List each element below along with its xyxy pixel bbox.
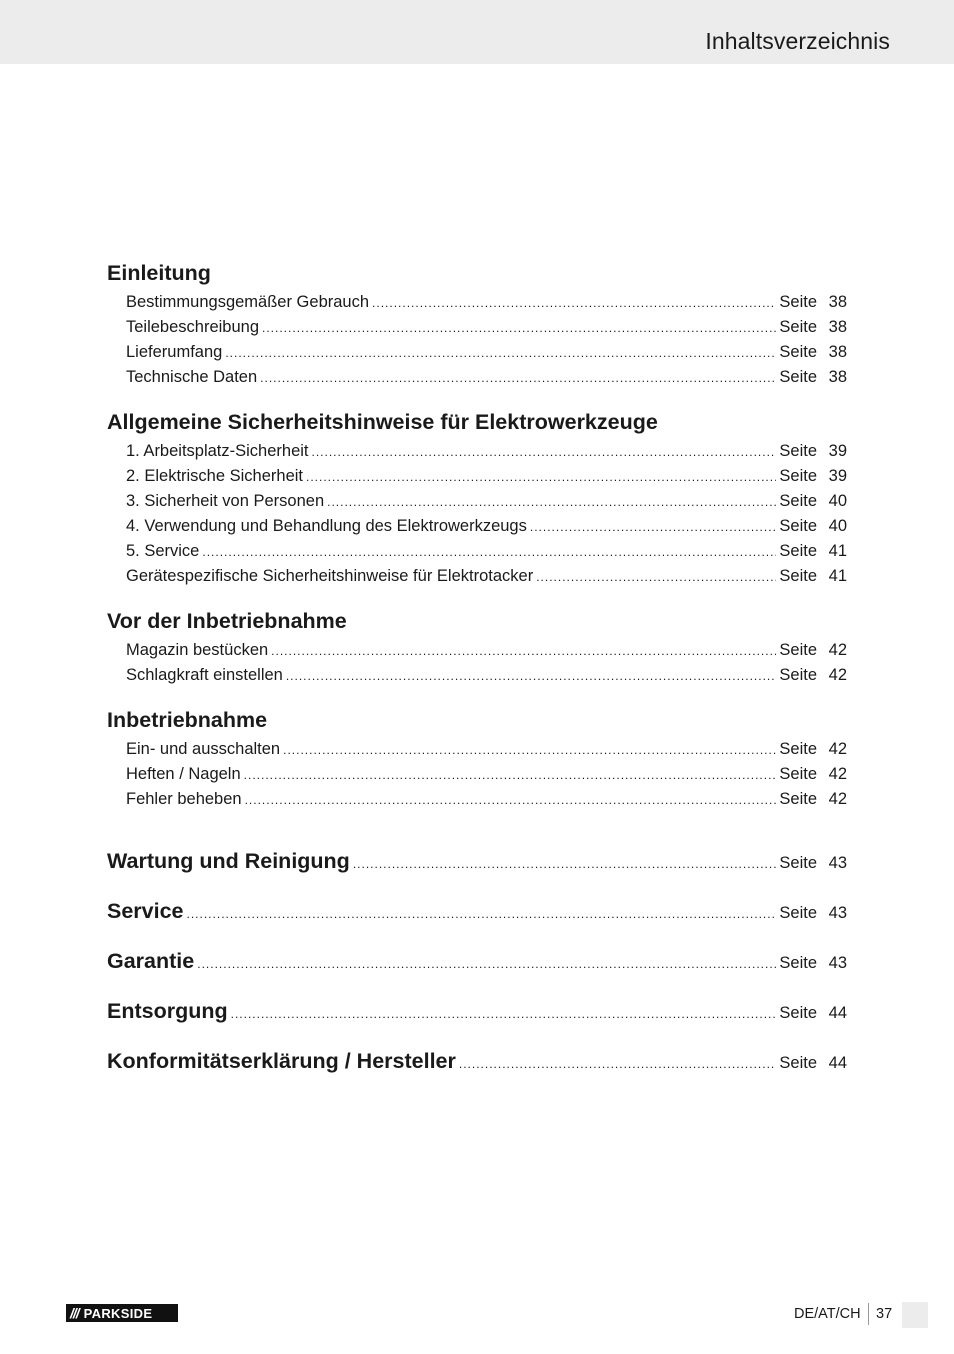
page-number: 38 [828,343,847,361]
toc-entry[interactable] [126,564,847,589]
section-heading: Allgemeine Sicherheitshinweise für Elektrowerkzeuge [107,410,658,434]
toc-section-vor-der-inbetriebnahme [107,604,847,688]
page-number: 43 [828,954,847,972]
toc-main-entry-label: Wartung und Reinigung [107,849,350,873]
footer-tab-box [902,1302,928,1328]
toc-main-entry-label: Konformitätserklärung / Hersteller [107,1049,456,1073]
toc-main-entry-konformitaet[interactable] [107,1036,847,1086]
toc-entry[interactable] [126,489,847,514]
toc-entry[interactable] [126,290,847,315]
toc-entry[interactable] [126,539,847,564]
logo-slashes: /// [70,1305,79,1321]
section-heading: Einleitung [107,261,211,285]
page-number: 39 [828,467,847,485]
toc-entry-label: Magazin bestücken [126,641,269,659]
dot-leader [286,664,777,689]
page-number: 44 [828,1054,847,1072]
dot-leader [459,1039,777,1089]
dot-leader [312,440,777,465]
toc-entry-label: Gerätespezifische Sicherheitshinweise für Elektrotacker [126,567,534,585]
toc-main-entry-entsorgung[interactable] [107,986,847,1036]
dot-leader [225,341,776,366]
seite-label: Seite [779,904,817,922]
toc-main-entry-service[interactable] [107,886,847,936]
toc-entry-label: Technische Daten [126,368,258,386]
seite-label: Seite [779,954,817,972]
toc-entry[interactable] [126,365,847,390]
dot-leader [306,465,776,490]
spacer [107,589,847,604]
toc-entry-label: Ein- und ausschalten [126,740,281,758]
dot-leader [372,291,776,316]
page-number: 41 [828,542,847,560]
toc-section-inbetriebnahme [107,703,847,812]
dot-leader [327,490,776,515]
seite-label: Seite [779,542,817,560]
seite-label: Seite [779,790,817,808]
toc-entry[interactable] [126,762,847,787]
toc-section-sicherheitshinweise [107,405,847,589]
seite-label: Seite [779,854,817,872]
seite-label: Seite [779,492,817,510]
toc-main-entry-wartung[interactable] [107,836,847,886]
seite-label: Seite [779,343,817,361]
dot-leader [353,839,777,889]
dot-leader [197,939,776,989]
page-number: 38 [828,293,847,311]
page-number: 43 [828,904,847,922]
toc-entry-label: 1. Arbeitsplatz-Sicherheit [126,442,309,460]
dot-leader [271,639,776,664]
page-number: 38 [828,318,847,336]
dot-leader [187,889,777,939]
seite-label: Seite [779,567,817,585]
dot-leader [530,515,777,540]
dot-leader [262,316,776,341]
toc-main-entry-label: Garantie [107,949,195,973]
toc-entry-label: Heften / Nageln [126,765,241,783]
toc-section-einleitung [107,256,847,390]
seite-label: Seite [779,368,817,386]
seite-label: Seite [779,318,817,336]
seite-label: Seite [779,467,817,485]
dot-leader [202,540,776,565]
toc-entry[interactable] [126,787,847,812]
dot-leader [260,366,776,391]
seite-label: Seite [779,666,817,684]
toc-entry[interactable] [126,514,847,539]
toc-entry-label: 4. Verwendung und Behandlung des Elektrowerkzeugs [126,517,527,535]
spacer [107,688,847,703]
page-number: 42 [828,740,847,758]
toc-entry[interactable] [126,315,847,340]
seite-label: Seite [779,740,817,758]
dot-leader [244,763,777,788]
footer-divider [868,1303,869,1325]
page-number: 44 [828,1004,847,1022]
page-number: 42 [828,641,847,659]
seite-label: Seite [779,765,817,783]
section-heading: Inbetriebnahme [107,708,268,732]
page-number: 42 [828,666,847,684]
seite-label: Seite [779,1054,817,1072]
dot-leader [536,565,776,590]
toc-entry[interactable] [126,340,847,365]
dot-leader [231,989,777,1039]
toc-entry[interactable] [126,638,847,663]
toc-main-entry-label: Service [107,899,184,923]
page-number: 40 [828,492,847,510]
toc-main-entry-label: Entsorgung [107,999,228,1023]
toc-entry-label: Teilebeschreibung [126,318,260,336]
toc-entry[interactable] [126,464,847,489]
toc-entry-label: 3. Sicherheit von Personen [126,492,325,510]
page-number: 41 [828,567,847,585]
toc-entry-label: Fehler beheben [126,790,242,808]
spacer [107,390,847,405]
toc-entry[interactable] [126,737,847,762]
toc-entry-label: Lieferumfang [126,343,223,361]
country-codes: DE/AT/CH [794,1306,861,1322]
seite-label: Seite [779,1004,817,1022]
toc-entry[interactable] [126,439,847,464]
seite-label: Seite [779,641,817,659]
toc-entry-label: Schlagkraft einstellen [126,666,283,684]
page-number: 43 [828,854,847,872]
toc-entry-label: Bestimmungsgemäßer Gebrauch [126,293,370,311]
footer-page-number: 37 [876,1306,893,1322]
page-number: 42 [828,765,847,783]
parkside-logo [66,1304,178,1322]
section-heading: Vor der Inbetriebnahme [107,609,347,633]
seite-label: Seite [779,517,817,535]
page-number: 38 [828,368,847,386]
dot-leader [245,788,777,813]
seite-label: Seite [779,442,817,460]
toc-main-entry-garantie[interactable] [107,936,847,986]
seite-label: Seite [779,293,817,311]
toc-entry-label: 5. Service [126,542,200,560]
spacer [107,812,847,836]
toc-entry[interactable] [126,663,847,688]
logo-text: PARKSIDE [83,1305,153,1321]
page-number: 40 [828,517,847,535]
table-of-contents [107,256,847,1086]
toc-entry-label: 2. Elektrische Sicherheit [126,467,303,485]
dot-leader [283,738,776,763]
page-title: Inhaltsverzeichnis [705,28,890,54]
page-number: 39 [828,442,847,460]
page-number: 42 [828,790,847,808]
